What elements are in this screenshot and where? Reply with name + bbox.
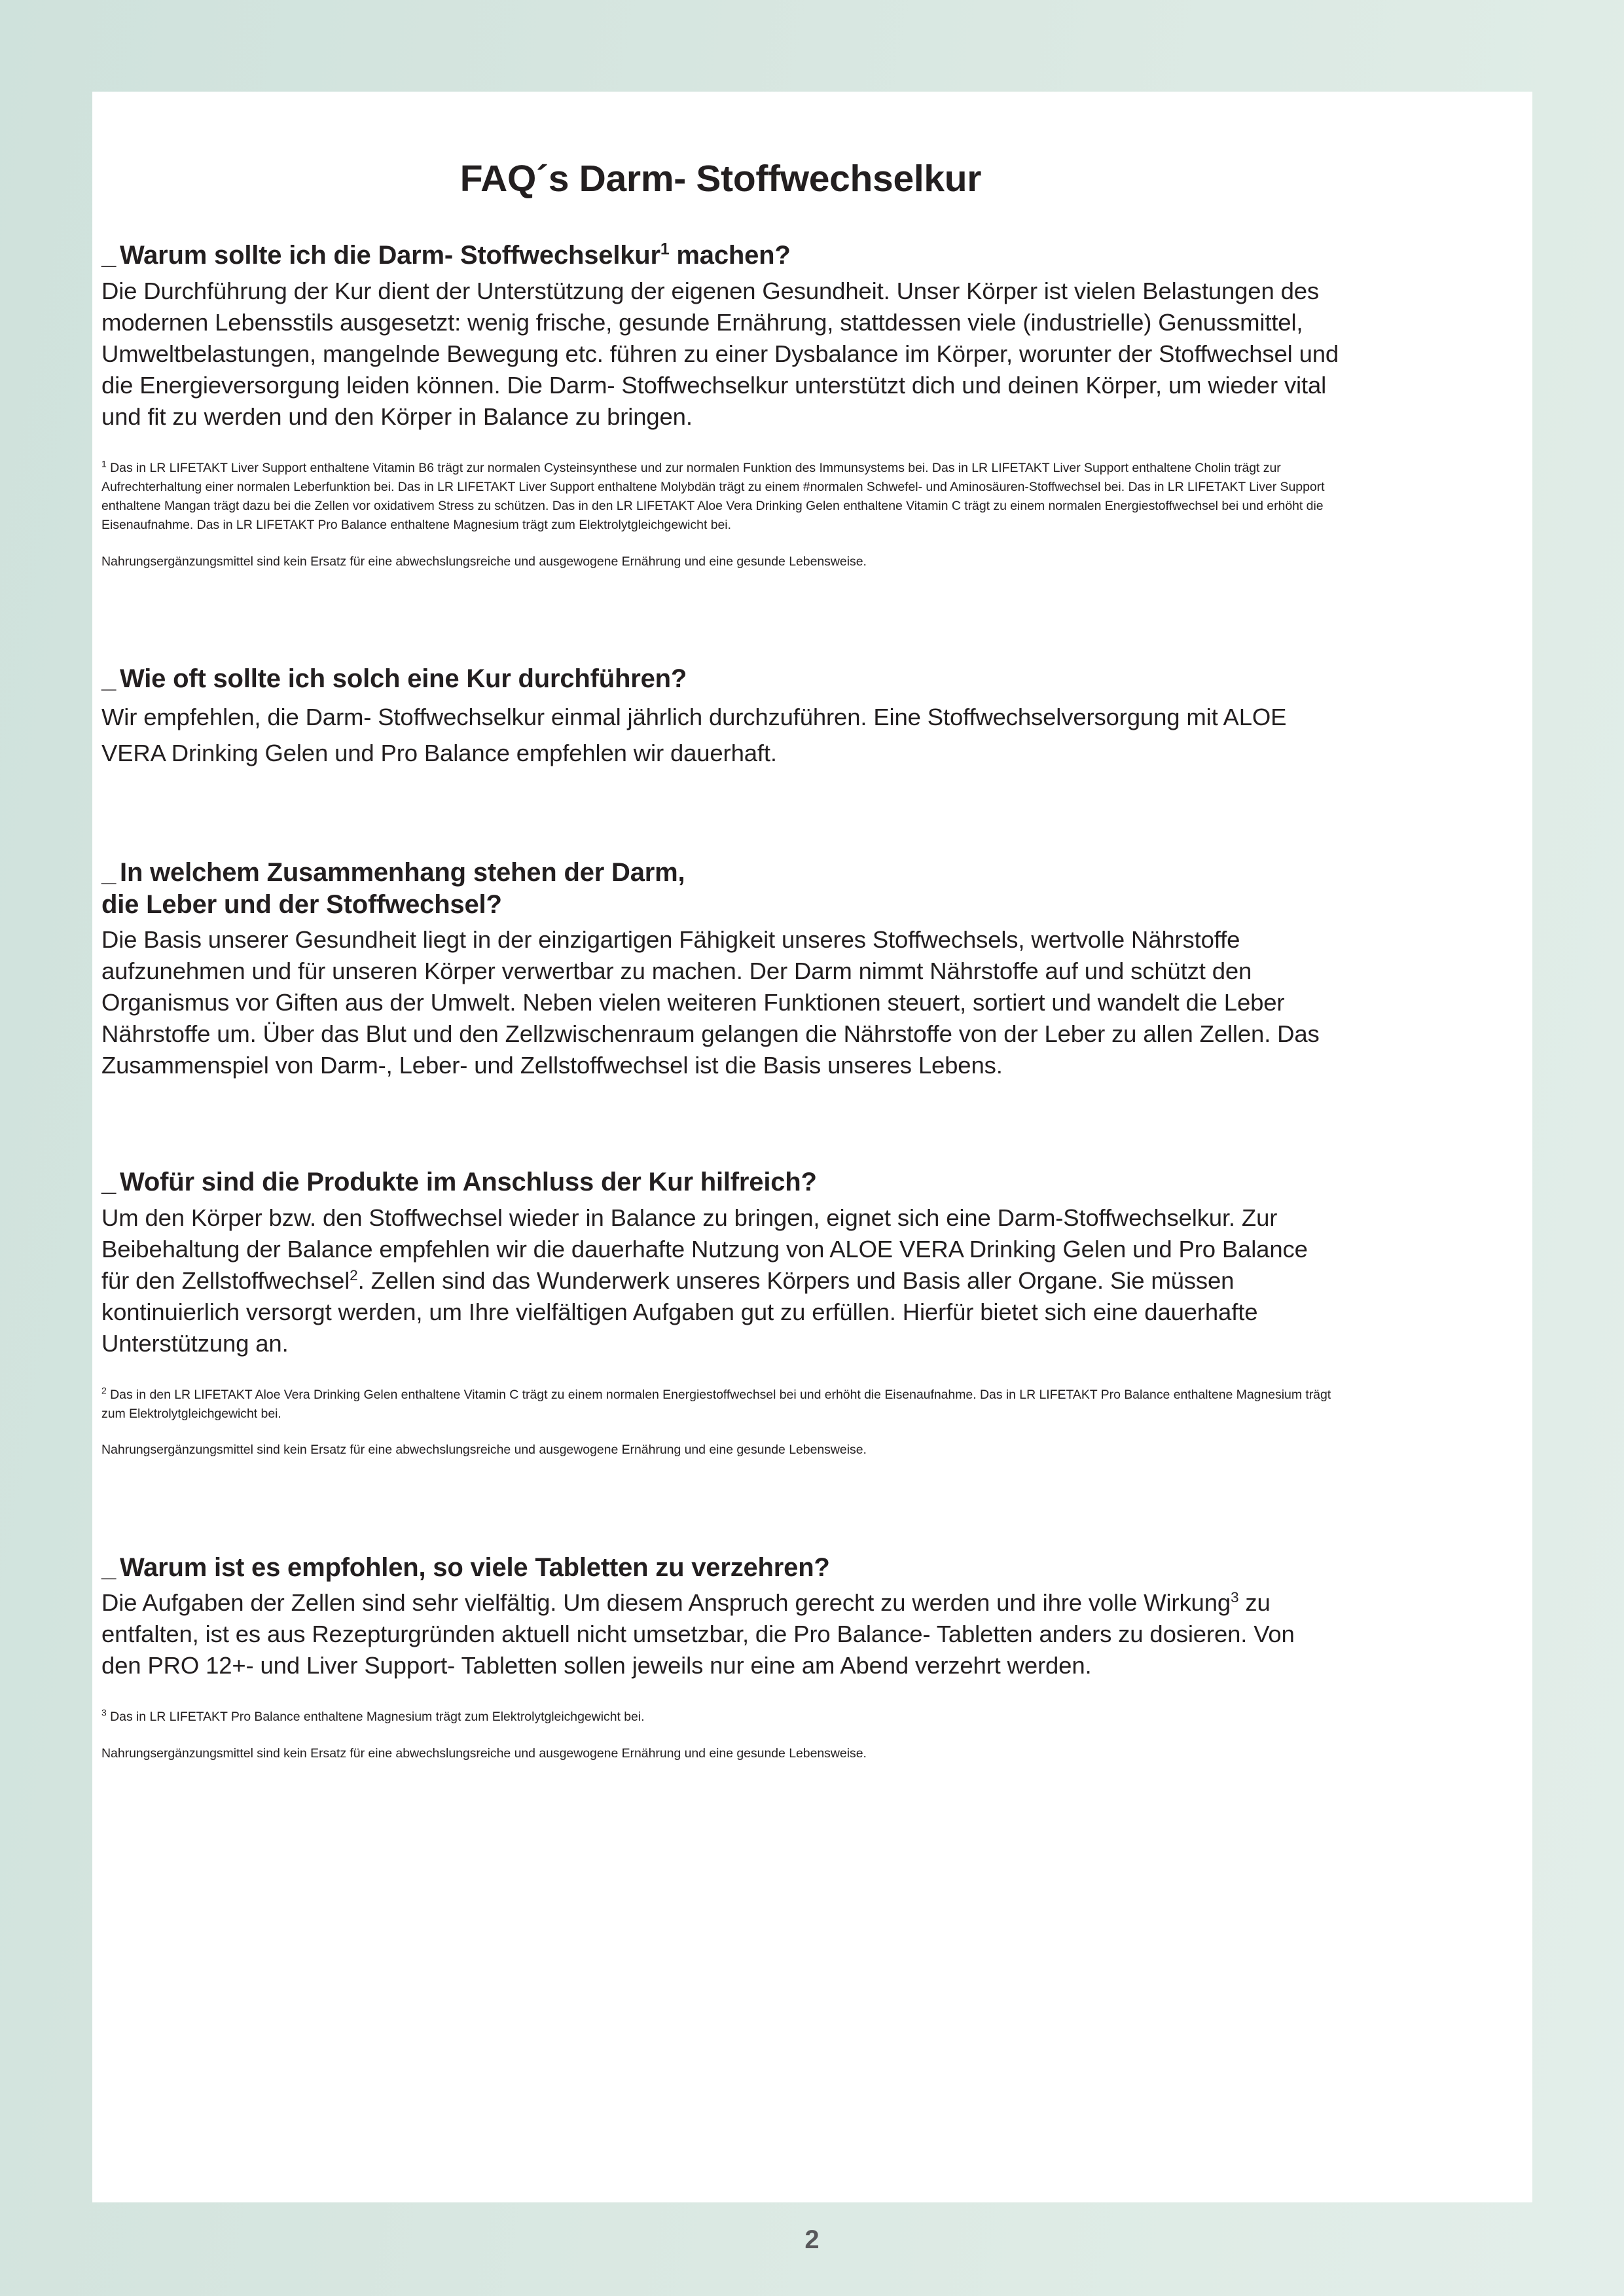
answer-part-2: zu entfalten, ist es aus Rezepturgründen aktuell nicht umsetzbar, die Pro Balance- Tabletten anders zu dosieren. Von den PRO 12+- und Liver Support- Tabletten sollen jeweils nur eine am Abend verzehrt werden. [101,1589,1295,1679]
footnote-text-1: Das in LR LIFETAKT Liver Support enthaltene Vitamin B6 trägt zur normalen Cysteinsynthese und zur normalen Funktion des Immunsystems bei. Das in LR LIFETAKT Liver Support enthaltene Cholin trägt zur Aufrechterhaltung einer normalen Leberfunktion bei. Das in LR LIFETAKT Liver Support enthaltene Molybdän trägt zu einem #normalen Schwefel- und Aminosäuren-Stoffwechsel bei. Das in LR LIFETAKT Liver Support enthaltene Mangan trägt dazu bei die Zellen vor oxidativem Stress zu schützen. Das in den LR LIFETAKT Aloe Vera Drinking Gelen enthaltene Vitamin C trägt zu einem normalen Energiestoffwechsel bei und erhöht die Eisenaufnahme. Das in LR LIFETAKT Pro Balance enthaltene Magnesium trägt zum Elektrolytgleichgewicht bei. [101,460,1325,533]
heading-text-line1: In welchem Zusammenhang stehen der Darm, [120,857,685,887]
footnote-marker-2: 2 [101,1385,107,1396]
footnote-3 [101,1708,1340,1727]
faq-section-warum-kur [101,240,1340,571]
body-footnote-ref-3: 3 [1231,1589,1239,1606]
heading-dash: _ [101,1168,117,1197]
heading-text: Wie oft sollte ich solch eine Kur durchführen? [120,664,687,693]
question-heading-viele-tabletten [101,1552,1340,1584]
footnote-marker-3: 3 [101,1707,107,1718]
footnote-2 [101,1386,1340,1424]
question-heading-wofuer-produkte [101,1166,1340,1198]
heading-dash: _ [101,1552,117,1582]
body-footnote-ref-2: 2 [350,1266,358,1283]
question-heading-zusammenhang [101,857,1340,921]
heading-dash: _ [101,241,117,270]
answer-part-1: Um den Körper bzw. den Stoffwechsel wieder in Balance zu bringen, eignet sich eine Darm-Stoffwechselkur. Zur Beibehaltung der Balance empfehlen wir die dauerhafte Nutzung von ALOE VERA Drinking Gelen und Pro Balance für den Zellstoffwechsel [101,1204,1308,1294]
document-content [101,157,1340,1763]
heading-tail: machen? [669,241,791,270]
answer-body-wie-oft: Wir empfehlen, die Darm- Stoffwechselkur einmal jährlich durchzuführen. Eine Stoffwechselversorgung mit ALOE VERA Drinking Gelen und Pro Balance empfehlen wir dauerhaft. [101,703,1287,767]
answer-body-wofuer-produkte [101,1202,1340,1359]
answer-body-zusammenhang: Die Basis unserer Gesundheit liegt in der einzigartigen Fähigkeit unseres Stoffwechsels, wertvolle Nährstoffe aufzunehmen und für unseren Körper verwertbar zu machen. Der Darm nimmt Nährstoffe auf und schützt den Organismus vor Giften aus der Umwelt. Neben vielen weiteren Funktionen steuert, sortiert und wandelt die Leber Nährstoffe um. Über das Blut und den Zellzwischenraum gelangen die Nährstoffe von der Leber zu allen Zellen. Das Zusammenspiel von Darm-, Leber- und Zellstoffwechsel ist die Basis unseres Lebens. [101,926,1320,1079]
heading-dash: _ [101,857,117,887]
heading-text-line2: die Leber und der Stoffwechsel? [101,889,502,919]
heading-text: Wofür sind die Produkte im Anschluss der Kur hilfreich? [120,1168,817,1197]
footnote-disclaimer-2: Nahrungsergänzungsmittel sind kein Ersatz für eine abwechslungsreiche und ausgewogene Ernährung und eine gesunde Lebensweise. [101,1443,867,1458]
answer-part-2: . Zellen sind das Wunderwerk unseres Körpers und Basis aller Organe. Sie müssen kontinuierlich versorgt werden, um Ihre vielfältigen Aufgaben gut zu erfüllen. Hierfür bietet sich eine dauerhafte Unterstützung an. [101,1266,1258,1357]
heading-text: Warum sollte ich die Darm- Stoffwechselkur [120,241,660,270]
footnote-text-2: Das in den LR LIFETAKT Aloe Vera Drinking Gelen enthaltene Vitamin C trägt zu einem normalen Energiestoffwechsel bei und erhöht die Eisenaufnahme. Das in LR LIFETAKT Pro Balance enthaltene Magnesium trägt zum Elektrolytgleichgewicht bei. [101,1387,1331,1422]
answer-body-warum-kur: Die Durchführung der Kur dient der Unterstützung der eigenen Gesundheit. Unser Körper ist vielen Belastungen des modernen Lebensstils ausgesetzt: wenig frische, gesunde Ernährung, stattdessen viele (industrielle) Genussmittel, Umweltbelastungen, mangelnde Bewegung etc. führen zu einer Dysbalance im Körper, worunter der Stoffwechsel und die Energieversorgung leiden können. Die Darm- Stoffwechselkur unterstützt dich und deinen Körper, um wieder vital und fit zu werden und den Körper in Balance zu bringen. [101,277,1339,430]
faq-section-wie-oft [101,663,1340,772]
faq-section-zusammenhang [101,857,1340,1082]
heading-footnote-ref: 1 [660,240,670,259]
question-heading-warum-kur [101,240,1340,272]
answer-body-viele-tabletten [101,1587,1340,1681]
answer-part-1: Die Aufgaben der Zellen sind sehr vielfältig. Um diesem Anspruch gerecht zu werden und ihre volle Wirkung [101,1589,1231,1617]
footnote-disclaimer-3: Nahrungsergänzungsmittel sind kein Ersatz für eine abwechslungsreiche und ausgewogene Ernährung und eine gesunde Lebensweise. [101,1746,867,1761]
faq-section-viele-tabletten [101,1552,1340,1763]
heading-dash: _ [101,664,117,693]
page-title: FAQ´s Darm- Stoffwechselkur [460,158,982,200]
footnote-disclaimer-1: Nahrungsergänzungsmittel sind kein Ersatz für eine abwechslungsreiche und ausgewogene Ernährung und eine gesunde Lebensweise. [101,554,867,569]
page-number: 2 [804,2225,820,2254]
heading-text: Warum ist es empfohlen, so viele Tabletten zu verzehren? [120,1552,830,1582]
footnote-marker-1: 1 [101,458,107,469]
footnote-text-3: Das in LR LIFETAKT Pro Balance enthaltene Magnesium trägt zum Elektrolytgleichgewicht bei. [106,1710,645,1725]
faq-section-wofuer-produkte [101,1166,1340,1460]
question-heading-wie-oft [101,663,1340,695]
footnote-1 [101,459,1340,535]
